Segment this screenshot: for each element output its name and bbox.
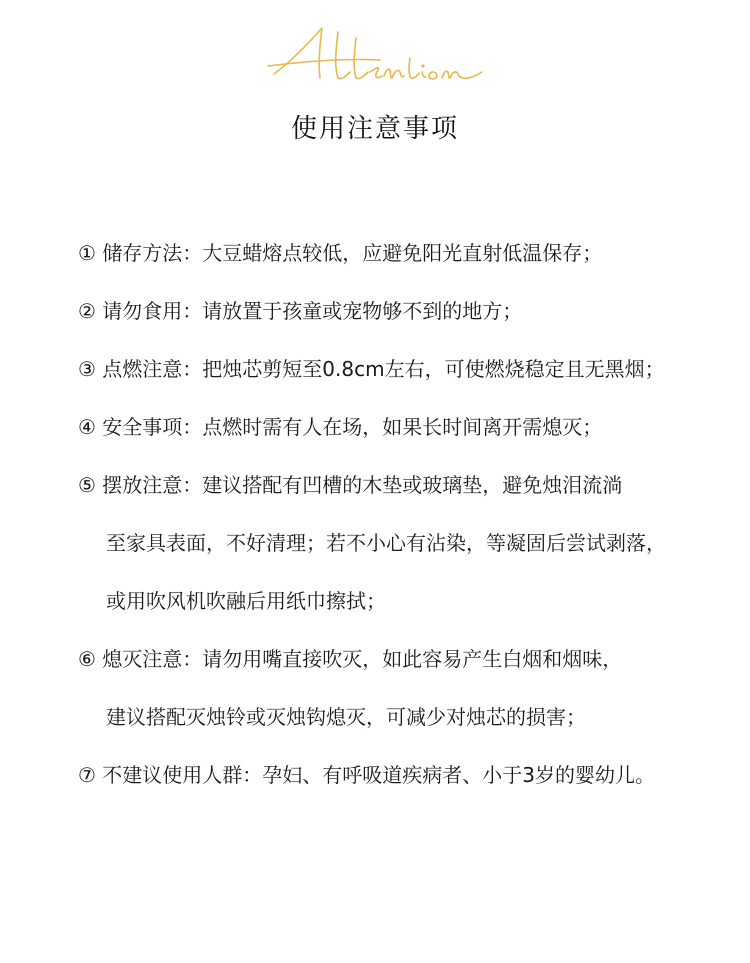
- note-placement-cont-1: 至家具表面，不好清理；若不小心有沾染，等凝固后尝试剥落，: [106, 531, 666, 555]
- note-do-not-eat: ② 请勿食用：请放置于孩童或宠物够不到的地方；: [78, 299, 523, 323]
- note-placement-cont-2: 或用吹风机吹融后用纸巾擦拭；: [106, 589, 386, 613]
- note-storage: ① 储存方法：大豆蜡熔点较低，应避免阳光直射低温保存；: [78, 241, 603, 265]
- note-extinguish: ⑥ 熄灭注意：请勿用嘴直接吹灭，如此容易产生白烟和烟味，: [78, 647, 623, 671]
- note-safety: ④ 安全事项：点燃时需有人在场，如果长时间离开需熄灭；: [78, 415, 603, 439]
- attention-script-logo: [260, 22, 490, 92]
- note-extinguish-cont: 建议搭配灭烛铃或灭烛钩熄灭，可减少对烛芯的损害；: [106, 705, 586, 729]
- note-not-recommended: ⑦ 不建议使用人群：孕妇、有呼吸道疾病者、小于3岁的婴幼儿。: [78, 763, 656, 787]
- page-title: 使用注意事项: [290, 114, 459, 144]
- usage-notes-list: [78, 226, 728, 806]
- note-placement: ⑤ 摆放注意：建议搭配有凹槽的木垫或玻璃垫，避免烛泪流淌: [78, 473, 623, 497]
- note-lighting: ③ 点燃注意：把烛芯剪短至0.8cm左右，可使燃烧稳定且无黑烟；: [78, 357, 665, 381]
